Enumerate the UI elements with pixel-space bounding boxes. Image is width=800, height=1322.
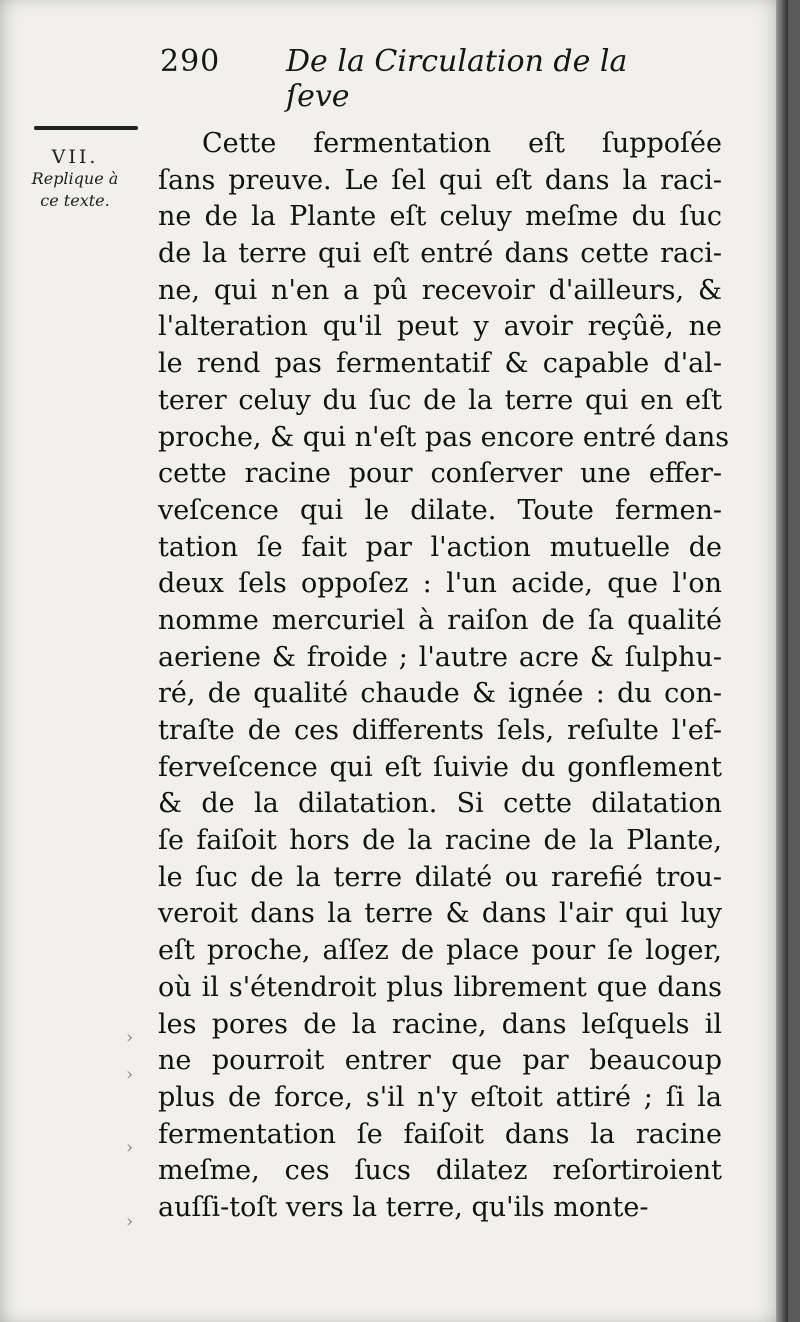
- running-title: De la Circulation de la ſeve: [286, 44, 628, 114]
- text-line: où il s'étendroit plus librement que dans: [158, 971, 722, 1003]
- text-line: ſe faiſoit hors de la racine de la Plante,: [158, 825, 722, 857]
- text-line: fermentation ſe faiſoit dans la racine: [158, 1118, 722, 1150]
- text-line: les pores de la racine, dans leſquels il: [158, 1008, 722, 1040]
- text-line: aeriene & froide ; l'autre acre & ſulphu-: [158, 641, 722, 673]
- text-line: plus de force, s'il n'y eſtoit attiré ; ſi la: [158, 1081, 722, 1113]
- text-line: cette racine pour conſerver une effer-: [158, 458, 722, 490]
- page-number: 290: [160, 44, 221, 79]
- text-line: terer celuy du ſuc de la terre qui en eſt: [158, 384, 722, 416]
- text-line: proche, & qui n'eſt pas encore entré dans: [158, 421, 730, 453]
- text-line: nomme mercuriel à raiſon de ſa qualité: [158, 604, 722, 636]
- text-line: ferveſcence qui eſt ſuivie du gonflement: [158, 751, 722, 783]
- text-line: traſte de ces differents ſels, reſulte l'ef-: [158, 715, 722, 746]
- margin-marks: › › › ›: [126, 1027, 134, 1232]
- text-line: le rend pas fermentatif & capable d'al-: [158, 348, 722, 380]
- margin-note: [0, 146, 150, 212]
- text-line: veſcence qui le dilate. Toute fermen-: [158, 494, 722, 526]
- text-line: ne, qui n'en a pû recevoir d'ailleurs, &: [158, 274, 722, 306]
- ornamental-rule: [34, 126, 138, 130]
- text-line: tation ſe fait par l'action mutuelle de: [158, 531, 722, 563]
- text-line: & de la dilatation. Si cette dilatation: [158, 788, 722, 820]
- margin-note-text: Replique à ce texte.: [31, 169, 119, 210]
- body-text: [158, 126, 730, 1227]
- text-line: veroit dans la terre & dans l'air qui luy: [158, 898, 722, 930]
- margin-note-numeral: VII.: [51, 146, 99, 168]
- text-line: Cette fermentation eſt ſuppoſée: [202, 128, 722, 159]
- text-line: l'alteration qu'il peut y avoir reçûë, ne: [158, 311, 722, 343]
- text-line: auſſi-toſt vers la terre, qu'ils monte-: [158, 1191, 649, 1223]
- text-line: eſt proche, aſſez de place pour ſe loger,: [158, 935, 722, 967]
- text-line: de la terre qui eſt entré dans cette raci-: [158, 238, 722, 270]
- page-gutter-shadow: [776, 0, 788, 1322]
- text-line: deux ſels oppoſez : l'un acide, que l'on: [158, 568, 722, 600]
- text-line: meſme, ces ſucs dilatez reſortiroient: [158, 1155, 722, 1187]
- text-line: ſans preuve. Le ſel qui eſt dans la raci-: [158, 164, 722, 196]
- text-line: ne pourroit entrer que par beaucoup: [158, 1045, 722, 1077]
- text-line: le ſuc de la terre dilaté ou rarefié trou-: [158, 861, 722, 893]
- text-line: ne de la Plante eſt celuy meſme du ſuc: [158, 201, 722, 233]
- running-head: [160, 44, 700, 114]
- text-line: ré, de qualité chaude & ignée : du con-: [158, 678, 722, 710]
